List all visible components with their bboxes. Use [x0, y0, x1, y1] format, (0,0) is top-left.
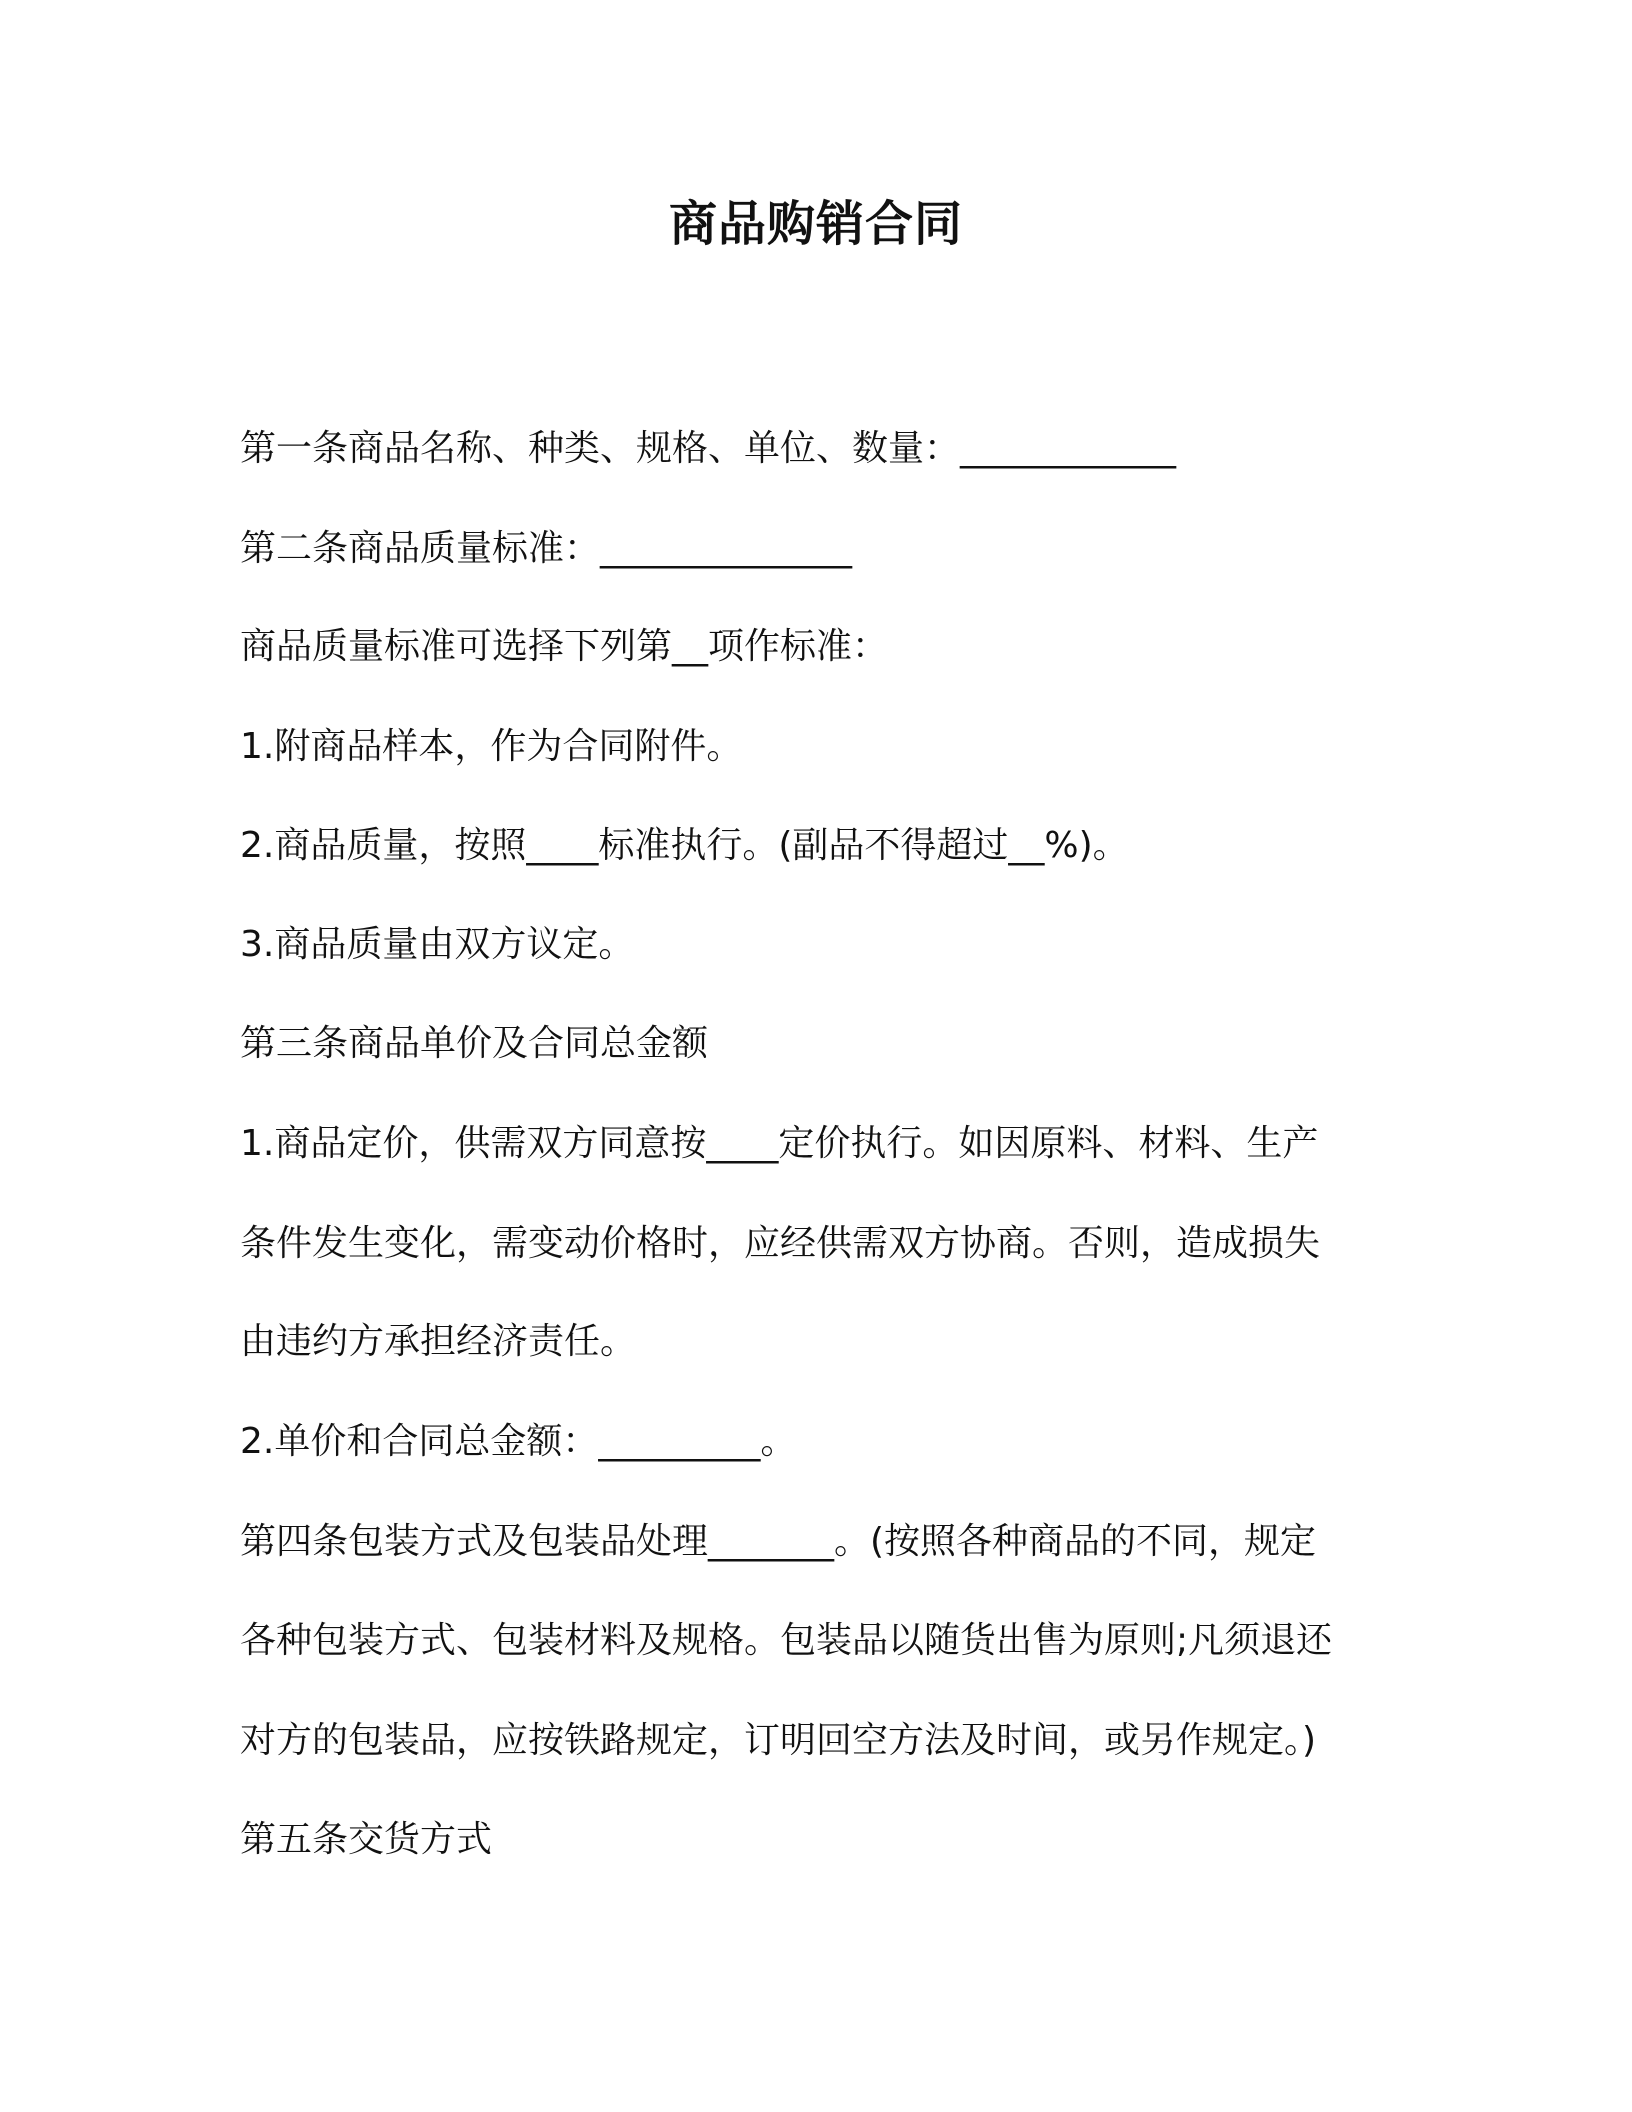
quality-standard-option-line: 商品质量标准可选择下列第__项作标准： [240, 626, 889, 667]
document-title: 商品购销合同 [668, 196, 963, 252]
article-4-line-2: 各种包装方式、包装材料及规格。包装品以随货出售为原则;凡须退还 [240, 1620, 1333, 1661]
article-2-line: 第二条商品质量标准：______________ [240, 528, 853, 569]
article-5-heading: 第五条交货方式 [240, 1819, 493, 1860]
option-3-line: 3.商品质量由双方议定。 [240, 924, 635, 965]
article-1-line: 第一条商品名称、种类、规格、单位、数量：____________ [240, 428, 1177, 469]
article-4-line-3: 对方的包装品，应按铁路规定，订明回空方法及时间，或另作规定。) [240, 1720, 1317, 1761]
article-3-item-1-line-2: 条件发生变化，需变动价格时，应经供需双方协商。否则，造成损失 [240, 1223, 1321, 1264]
option-2-line: 2.商品质量，按照____标准执行。(副品不得超过__%)。 [240, 825, 1129, 866]
article-3-item-2-line: 2.单价和合同总金额：_________。 [240, 1421, 797, 1462]
option-1-line: 1.附商品样本，作为合同附件。 [240, 726, 743, 767]
article-4-line-1: 第四条包装方式及包装品处理_______。(按照各种商品的不同，规定 [240, 1521, 1317, 1562]
article-3-item-1-line-1: 1.商品定价，供需双方同意按____定价执行。如因原料、材料、生产 [240, 1123, 1319, 1164]
article-3-item-1-line-3: 由违约方承担经济责任。 [240, 1321, 637, 1362]
article-3-heading: 第三条商品单价及合同总金额 [240, 1023, 709, 1064]
